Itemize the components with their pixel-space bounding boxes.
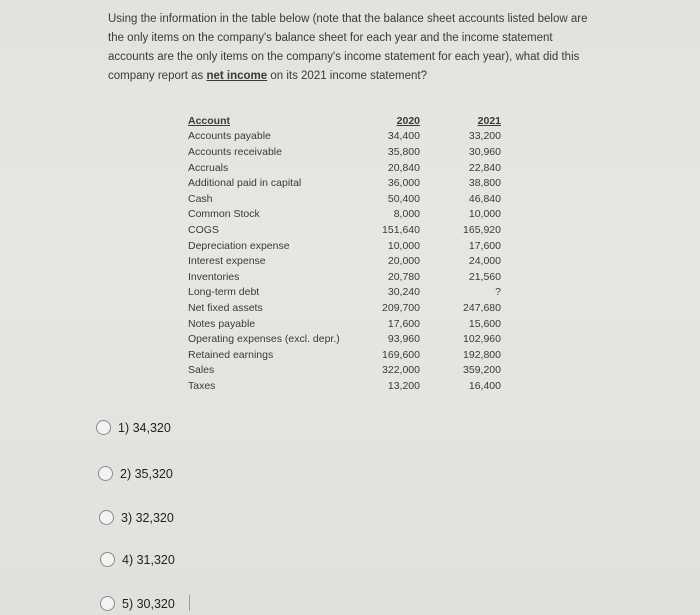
option-1-label: 1) 34,320 [118,420,171,435]
value-2021: 17,600 [468,239,501,252]
table-row [188,207,501,223]
account-name: Notes payable [188,317,256,330]
value-2020: 50,400 [387,192,420,205]
radio-button-4[interactable] [100,552,115,567]
option-2-label: 2) 35,320 [120,466,173,481]
financial-table [188,113,501,394]
account-name: Cash [188,192,213,205]
value-2020: 169,600 [382,348,420,361]
table-row [188,191,501,207]
radio-button-3[interactable] [99,510,114,525]
account-name: Taxes [188,379,216,392]
value-2020: 93,960 [387,333,420,346]
option-3[interactable] [99,510,174,525]
question-text [108,10,588,86]
value-2020: 30,240 [387,286,420,299]
table-row [188,300,501,316]
table-row [188,160,501,176]
table-header-row [188,113,501,129]
option-4[interactable] [100,552,175,567]
value-2021: 10,000 [468,208,501,221]
account-name: Common Stock [188,208,260,221]
value-2021: 38,800 [468,177,501,190]
value-2021: 21,560 [468,270,501,283]
value-2020: 20,780 [387,270,420,283]
table-row [188,222,501,238]
account-name: Net fixed assets [188,301,263,314]
account-name: Accruals [188,161,229,174]
option-3-label: 3) 32,320 [121,510,174,525]
table-row [188,316,501,332]
question-suffix: on its 2021 income statement? [267,70,427,82]
value-2020: 34,400 [387,130,420,143]
option-2[interactable] [98,466,173,481]
account-name: Long-term debt [188,286,260,299]
radio-button-2[interactable] [98,466,113,481]
value-2020: 36,000 [387,177,420,190]
value-2020: 20,000 [387,255,420,268]
value-2021: 24,000 [468,255,501,268]
table-row [188,238,501,254]
table-row [188,347,501,363]
table-row [188,129,501,145]
account-name: Depreciation expense [188,239,290,252]
value-2020: 10,000 [387,239,420,252]
value-2021: 30,960 [468,145,501,158]
value-2020: 20,840 [387,161,420,174]
value-2020: 8,000 [393,208,420,221]
option-1[interactable] [96,420,171,435]
account-name: Sales [188,364,215,377]
value-2020: 209,700 [382,301,420,314]
value-2021: 22,840 [468,161,501,174]
value-2020: 35,800 [387,145,420,158]
table-row [188,378,501,394]
value-2020: 322,000 [382,364,420,377]
value-2021: 33,200 [468,130,501,143]
value-2021: 46,840 [468,192,501,205]
radio-button-5[interactable] [100,596,115,611]
table-row [188,363,501,379]
account-name: Accounts payable [188,130,271,143]
option-5[interactable] [100,596,175,611]
value-2021: 359,200 [463,364,501,377]
account-name: Retained earnings [188,348,274,361]
value-2021: 16,400 [468,379,501,392]
table-row [188,285,501,301]
value-2020: 13,200 [387,379,420,392]
account-name: Interest expense [188,255,266,268]
value-2020: 151,640 [382,223,420,236]
account-name: Inventories [188,270,240,283]
header-2020: 2020 [396,114,420,127]
header-2021: 2021 [477,114,501,127]
table-row [188,175,501,191]
option-5-label: 5) 30,320 [122,596,175,611]
table-row [188,269,501,285]
text-cursor [189,595,190,611]
value-2021: 247,680 [463,301,501,314]
account-name: Additional paid in capital [188,177,302,190]
question-prefix: Using the information in the table below (note that the balance sheet accounts listed below are the only items on the company's balance sheet for each year and the income statement accounts are the only items on the company's income statement for each year), what did this company report as [108,13,588,82]
account-name: COGS [188,223,219,236]
question-emphasis: net income [206,70,268,82]
option-4-label: 4) 31,320 [122,552,175,567]
value-2020: 17,600 [387,317,420,330]
table-row [188,253,501,269]
account-name: Accounts receivable [188,145,282,158]
value-2021: ? [495,286,501,299]
table-row [188,331,501,347]
value-2021: 15,600 [468,317,501,330]
value-2021: 165,920 [463,223,501,236]
value-2021: 102,960 [463,333,501,346]
value-2021: 192,800 [463,348,501,361]
table-row [188,144,501,160]
radio-button-1[interactable] [96,420,111,435]
header-account: Account [188,114,230,127]
account-name: Operating expenses (excl. depr.) [188,333,340,346]
